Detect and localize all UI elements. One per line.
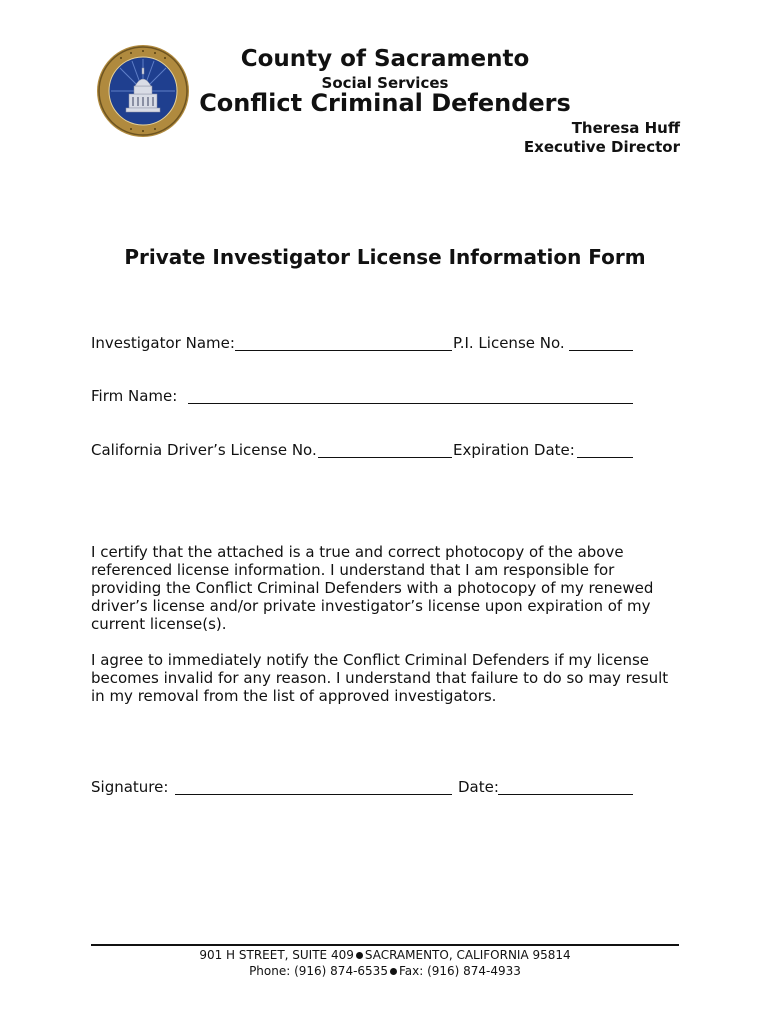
office-name: Conflict Criminal Defenders (199, 89, 571, 117)
date-label: Date: (458, 778, 499, 796)
agreement-line: becomes invalid for any reason. I understand that failure to do so may result (91, 669, 669, 687)
footer-phone: Phone: (916) 874-6535 (249, 964, 388, 978)
firm-name-label: Firm Name: (91, 387, 178, 405)
bullet-icon (356, 952, 363, 959)
signature-label: Signature: (91, 778, 169, 796)
director-title: Executive Director (523, 138, 680, 156)
certification-paragraph (91, 543, 691, 633)
director-name: Theresa Huff (571, 119, 680, 137)
pi-license-field[interactable] (569, 350, 633, 351)
signature-field[interactable] (175, 794, 452, 795)
drivers-license-field[interactable] (318, 457, 452, 458)
form-title: Private Investigator License Information Form (124, 245, 646, 269)
certification-line: referenced license information. I understand that I am responsible for (91, 561, 615, 579)
department-name: Social Services (321, 74, 449, 92)
drivers-license-label: California Driver’s License No. (91, 441, 317, 459)
footer-street: 901 H STREET, SUITE 409 (199, 948, 354, 962)
footer-fax: Fax: (916) 874-4933 (398, 964, 521, 978)
certification-line: I certify that the attached is a true and correct photocopy of the above (91, 543, 624, 561)
footer-contact (0, 964, 770, 978)
county-name: County of Sacramento (240, 46, 530, 72)
footer-address (0, 948, 770, 962)
agreement-line: I agree to immediately notify the Conflict Criminal Defenders if my license (91, 651, 650, 669)
expiration-date-label: Expiration Date: (453, 441, 575, 459)
certification-line: providing the Conflict Criminal Defenders with a photocopy of my renewed (91, 579, 654, 597)
agreement-line: in my removal from the list of approved investigators. (91, 687, 497, 705)
certification-line: current license(s). (91, 615, 227, 633)
date-field[interactable] (498, 794, 633, 795)
investigator-name-field[interactable] (235, 350, 452, 351)
certification-line: driver’s license and/or private investigator’s license upon expiration of my (91, 597, 651, 615)
pi-license-label: P.I. License No. (453, 334, 565, 352)
bullet-icon (390, 968, 397, 975)
footer-divider (91, 944, 679, 946)
firm-name-field[interactable] (188, 403, 633, 404)
investigator-name-label: Investigator Name: (91, 334, 235, 352)
agreement-paragraph (91, 651, 691, 705)
expiration-date-field[interactable] (577, 457, 633, 458)
footer-city: SACRAMENTO, CALIFORNIA 95814 (364, 948, 571, 962)
